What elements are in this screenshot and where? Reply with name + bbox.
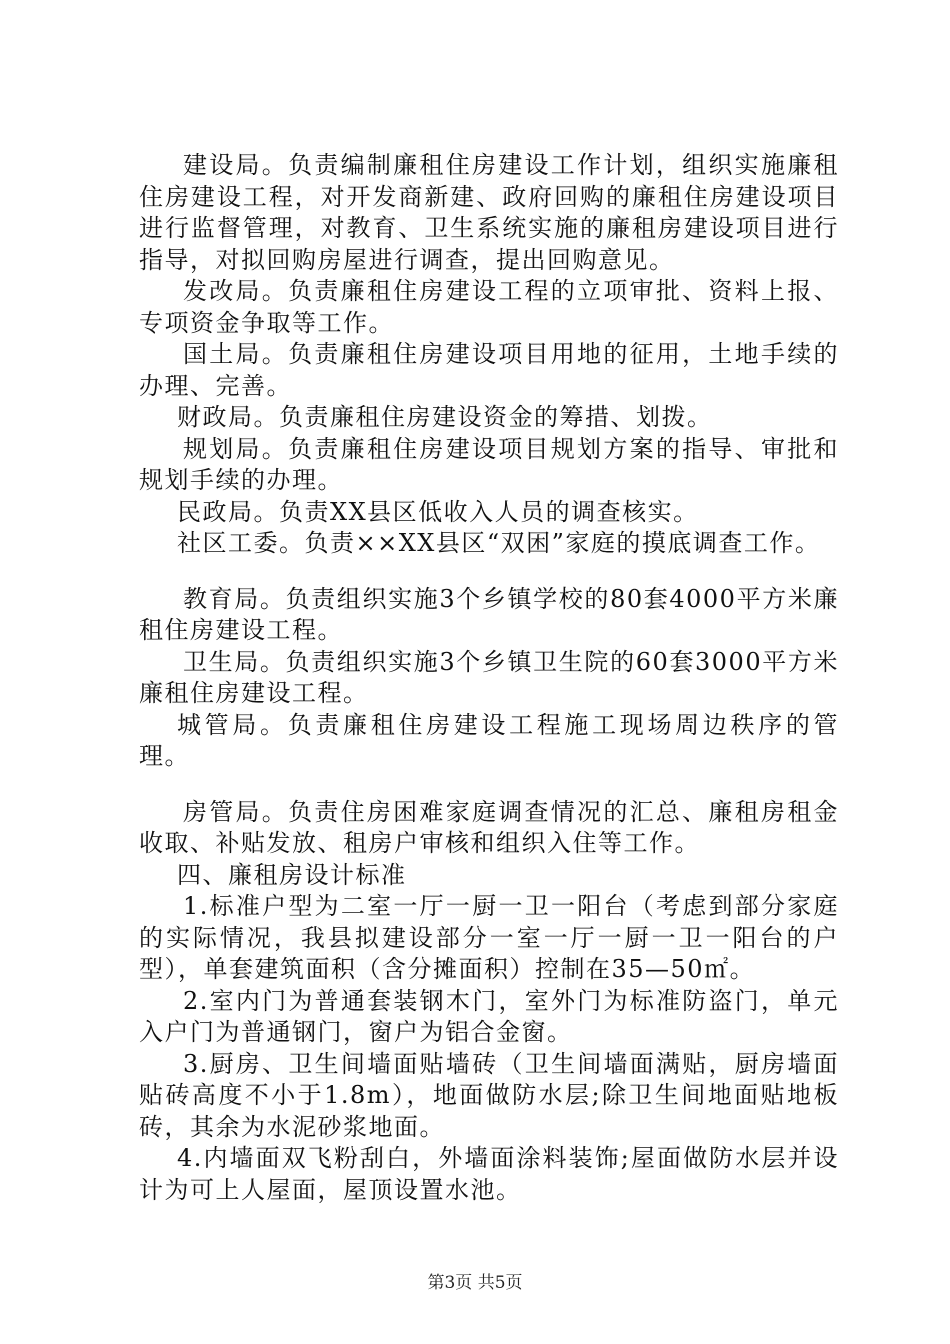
paragraph-standard-3: 3.厨房、卫生间墙面贴墙砖（卫生间墙面满贴，厨房墙面贴砖高度不小于1.8m），地面做防水层;除卫生间地面贴地板砖，其余为水泥砂浆地面。 [139,1049,839,1141]
paragraph-civil-affairs-bureau: 民政局。负责XX县区低收入人员的调查核实。 [177,497,699,526]
paragraph-urban-management-bureau: 城管局。负责廉租住房建设工程施工现场周边秩序的管理。 [139,710,839,770]
paragraph-land-bureau: 国土局。负责廉租住房建设项目用地的征用，土地手续的办理、完善。 [139,340,839,400]
paragraph-construction-bureau: 建设局。负责编制廉租住房建设工作计划，组织实施廉租住房建设工程，对开发商新建、政府回购的廉租住房建设项目进行监督管理，对教育、卫生系统实施的廉租房建设项目进行指导，对拟回购房屋进行调查，提出回购意见。 [139,151,839,274]
paragraph-community-committee: 社区工委。负责××XX县区“双困”家庭的摸底调查工作。 [177,529,821,557]
paragraph-planning-bureau: 规划局。负责廉租住房建设项目规划方案的指导、审批和规划手续的办理。 [139,434,839,494]
section-heading-design-standards: 四、廉租房设计标准 [177,860,407,889]
paragraph-finance-bureau: 财政局。负责廉租住房建设资金的筹措、划拨。 [177,403,713,431]
paragraph-education-bureau: 教育局。负责组织实施3个乡镇学校的80套4000平方米廉租住房建设工程。 [139,584,839,644]
paragraph-development-reform-bureau: 发改局。负责廉租住房建设工程的立项审批、资料上报、专项资金争取等工作。 [139,277,839,337]
paragraph-standard-2: 2.室内门为普通套装钢木门，室外门为标准防盗门，单元入户门为普通钢门，窗户为铝合金窗。 [139,986,839,1046]
paragraph-gap [139,560,839,584]
document-body [139,150,839,1206]
paragraph-gap [139,773,839,797]
page-number-footer: 第3页 共5页 [427,1273,523,1293]
paragraph-health-bureau: 卫生局。负责组织实施3个乡镇卫生院的60套3000平方米廉租住房建设工程。 [139,647,839,707]
paragraph-housing-bureau: 房管局。负责住房困难家庭调查情况的汇总、廉租房租金收取、补贴发放、租房户审核和组织入住等工作。 [139,797,839,857]
paragraph-standard-1: 1.标准户型为二室一厅一厨一卫一阳台（考虑到部分家庭的实际情况，我县拟建设部分一室一厅一厨一卫一阳台的户型），单套建筑面积（含分摊面积）控制在35—50㎡。 [139,892,839,983]
paragraph-standard-4: 4.内墙面双飞粉刮白，外墙面涂料装饰;屋面做防水层并设计为可上人屋面，屋顶设置水池。 [139,1144,839,1204]
